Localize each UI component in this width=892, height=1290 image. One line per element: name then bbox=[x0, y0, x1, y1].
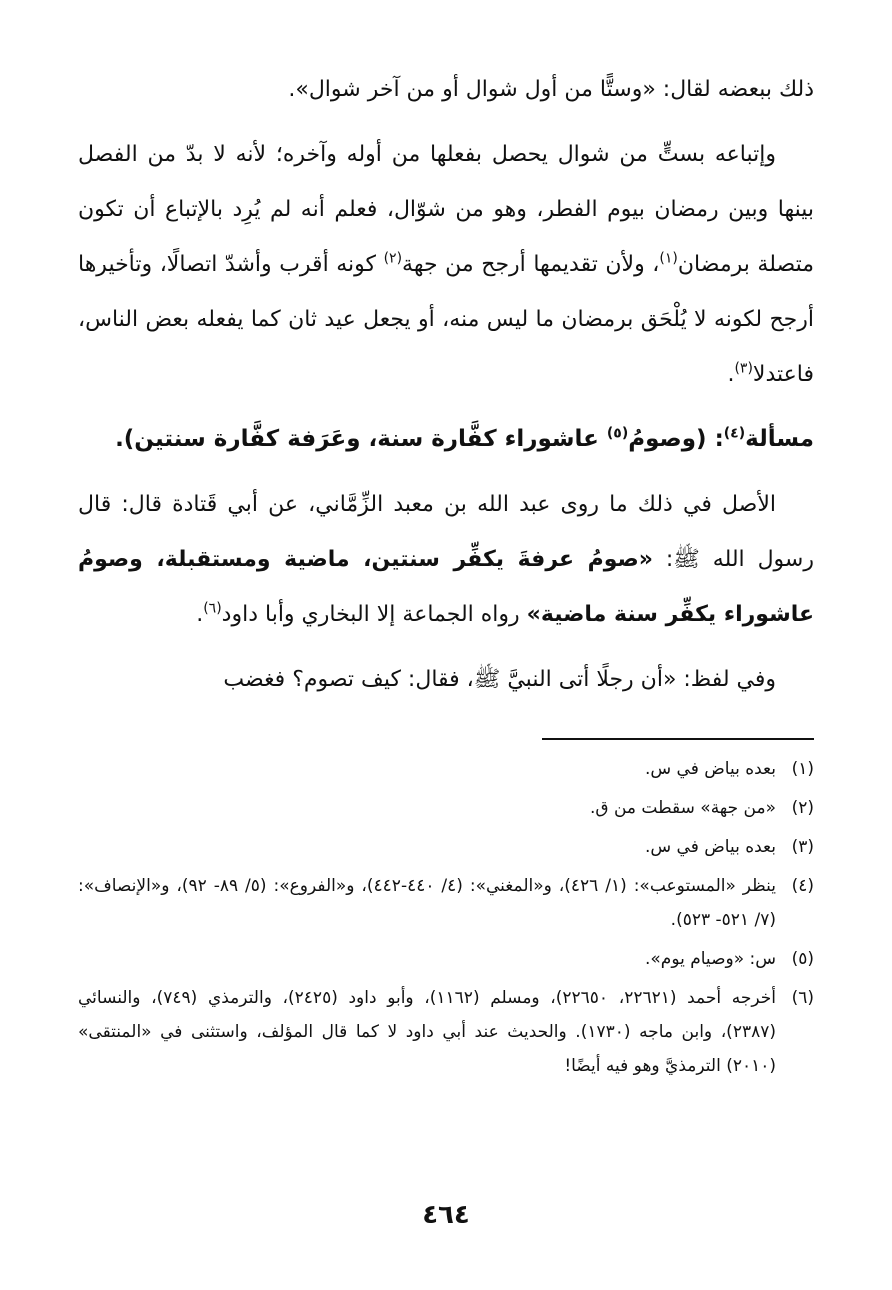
footnote-item bbox=[78, 869, 814, 937]
footnote-ref[interactable]: (٥) bbox=[606, 425, 629, 442]
footnote-item bbox=[78, 942, 814, 976]
footnote-ref[interactable]: (٣) bbox=[734, 360, 753, 377]
footnote-ref[interactable]: (٦) bbox=[203, 600, 222, 617]
heading-text: : (وصومُ bbox=[628, 426, 724, 452]
footnotes bbox=[78, 752, 814, 1088]
footnote-separator bbox=[542, 738, 814, 740]
footnote-text: س: «وصيام يوم». bbox=[644, 949, 776, 969]
footnote-text: بعده بياض في س. bbox=[644, 759, 776, 779]
footnote-item bbox=[78, 791, 814, 825]
footnote-text: «من جهة» سقطت من ق. bbox=[589, 798, 776, 818]
paragraph-text: وفي لفظ: «أن رجلًا أتى النبيَّ ﷺ، فقال: كيف تصوم؟ فغضب bbox=[223, 667, 776, 692]
footnote-text: أخرجه أحمد (٢٢٦٢١، ٢٢٦٥٠)، ومسلم (١١٦٢)، وأبو داود (٢٤٢٥)، والترمذي (٧٤٩)، والنسائي (٢٣٨٧)، وابن ماجه (١٧٣٠). والحديث عند أبي داود لا كما قال المؤلف، واستثنى في «المنتقى» (٢٠١٠) الترمذيَّ وهو فيه أيضًا! bbox=[78, 988, 776, 1076]
footnote-ref[interactable]: (٢) bbox=[383, 250, 403, 267]
footnote-number: (٤) bbox=[791, 876, 814, 896]
paragraph-text: رواه الجماعة إلا البخاري وأبا داود bbox=[221, 602, 527, 627]
paragraph-text: وإتباعه بستٍّ من شوال يحصل بفعلها من أوله وآخره؛ لأنه لا بدّ من الفصل بينها وبين رمضان بيوم الفطر، وهو من شوّال، فعلم أنه لم يُرِد بالإتباع أن تكون متصلة برمضان bbox=[78, 142, 815, 277]
footnote-ref[interactable]: (٤) bbox=[723, 425, 746, 442]
main-text bbox=[78, 62, 814, 707]
paragraph-text: ذلك ببعضه لقال: «وستًّا من أول شوال أو من آخر شوال». bbox=[288, 77, 814, 102]
paragraph-lafz bbox=[78, 652, 814, 707]
masala-heading bbox=[78, 412, 814, 467]
paragraph-text: الأصل في ذلك ما روى عبد الله بن معبد الزِّمَّاني، عن أبي قَتادة قال: قال رسول الله ﷺ: bbox=[78, 492, 814, 572]
footnote-text: بعده بياض في س. bbox=[644, 837, 776, 857]
footnote-number: (٣) bbox=[791, 837, 814, 857]
footnote-text: ينظر «المستوعب»: (١/ ٤٢٦)، و«المغني»: (٤/ ٤٤٠-٤٤٢)، و«الفروع»: (٥/ ٨٩- ٩٢)، و«الإنصاف»: (٧/ ٥٢١- ٥٢٣). bbox=[78, 876, 776, 930]
paragraph-asl bbox=[78, 477, 814, 642]
page-number: ٤٦٤ bbox=[422, 1200, 470, 1230]
footnote-item bbox=[78, 830, 814, 864]
heading-text: عاشوراء كفَّارة سنة، وعَرَفة كفَّارة سنتين). bbox=[115, 426, 607, 452]
heading-label: مسألة bbox=[745, 426, 814, 452]
paragraph-itbaa bbox=[78, 127, 814, 402]
footnote-number: (٢) bbox=[791, 798, 814, 818]
paragraph-text: ، ولأن تقديمها أرجح من جهة bbox=[402, 252, 660, 277]
footnote-item bbox=[78, 752, 814, 786]
footnote-item bbox=[78, 981, 814, 1083]
footnote-number: (١) bbox=[791, 759, 814, 779]
paragraph-text: . bbox=[196, 602, 204, 627]
footnote-ref[interactable]: (١) bbox=[659, 250, 678, 267]
paragraph-text: كونه أقرب وأشدّ اتصالًا، وتأخيرها أرجح لكونه لا يُلْحَق برمضان ما ليس منه، أو يجعل عيد ثان كما يفعله بعض الناس، فاعتدلا bbox=[78, 252, 814, 387]
footnote-number: (٥) bbox=[791, 949, 814, 969]
hadith-quote: «صومُ عرفةَ يكفِّر سنتين، ماضية ومستقبلة، وصومُ عاشوراء يكفِّر سنة ماضية» bbox=[78, 547, 814, 627]
paragraph-text: . bbox=[727, 362, 735, 387]
footnote-number: (٦) bbox=[791, 988, 814, 1008]
paragraph-continuation bbox=[78, 62, 814, 117]
